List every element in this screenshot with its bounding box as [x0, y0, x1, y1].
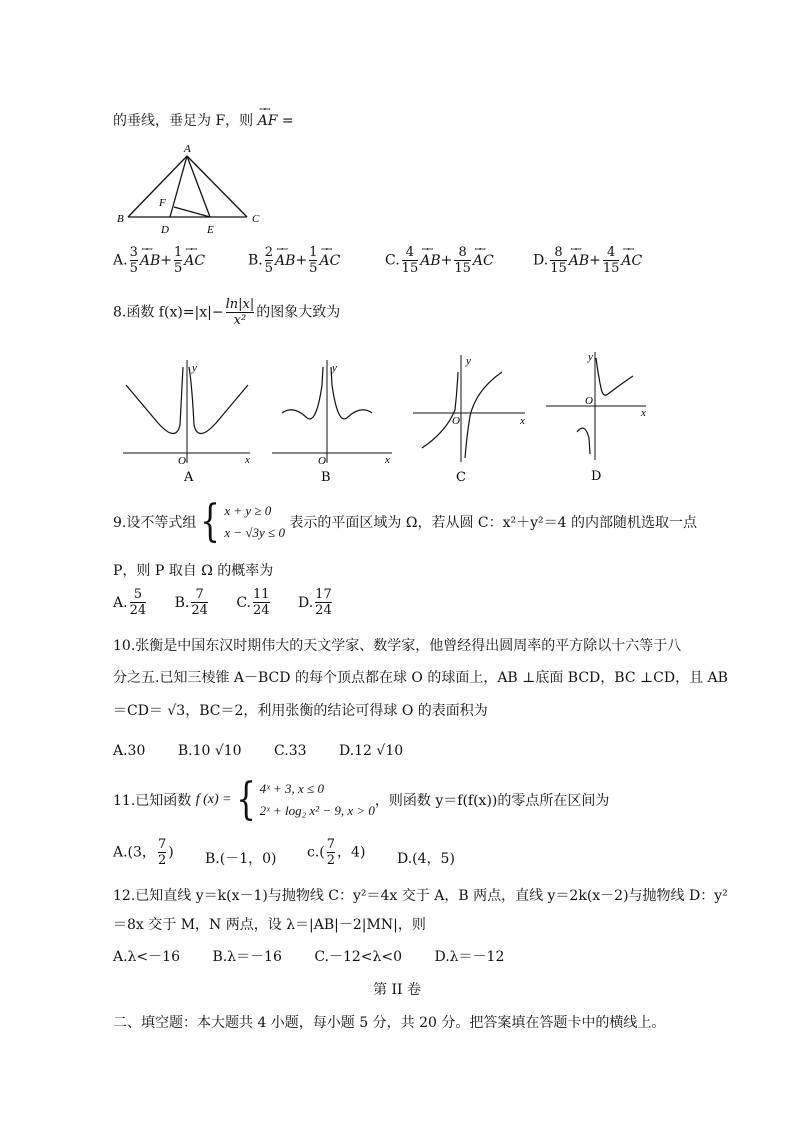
q8-graph-b[interactable]: [268, 355, 398, 485]
q12-option-a[interactable]: A.λ<－16: [113, 949, 180, 965]
graph-letter: C: [456, 470, 466, 485]
q12-option-c[interactable]: C.－12<λ<0: [314, 949, 403, 965]
q7-option-b[interactable]: B. $\frac{2}{5}$ ꟷꟷ AB+ $\frac{1}{5}$ ꟷꟷ AC: [248, 246, 340, 275]
vec2: ꟷꟷ AC: [621, 253, 642, 269]
q11-option-b[interactable]: B.(－1，0): [205, 851, 277, 867]
q11-stem: [113, 774, 610, 825]
q8-stem: [113, 298, 340, 327]
q12-options: [113, 946, 504, 966]
y-label: y: [466, 355, 471, 367]
q10-option-a[interactable]: A.30: [113, 743, 146, 759]
segment-ac: [187, 156, 247, 217]
q9-prefix: 9.设不等式组: [113, 515, 197, 531]
q10-option-c[interactable]: C.33: [274, 743, 307, 759]
q9-line-b: P，则 P 取自 Ω 的概率为: [113, 563, 274, 579]
label-d: D: [161, 224, 169, 236]
vec2: ꟷꟷ AC: [473, 253, 494, 269]
vec2: ꟷꟷ AC: [184, 253, 205, 269]
graph-letter: B: [321, 470, 331, 485]
x-label: x: [385, 454, 390, 466]
label-c: C: [252, 213, 260, 225]
label-e: E: [207, 224, 214, 236]
q9-suffix: 表示的平面区域为 Ω，若从圆 C：x²＋y²＝4 的内部随机选取一点: [289, 515, 698, 531]
q12-option-d[interactable]: D.λ＝－12: [434, 949, 505, 965]
q9-stem: [113, 496, 698, 547]
q7-vector-af: ꟷꟷ AF: [258, 113, 278, 129]
q11-suffix: ，则函数 y＝f(f(x))的零点所在区间为: [374, 793, 610, 809]
q7-tail-text: 的垂线，垂足为 F，则: [113, 113, 254, 129]
option-letter: B.: [248, 252, 263, 269]
graph-letter: A: [184, 470, 194, 485]
vec2: ꟷꟷ AC: [319, 253, 340, 269]
q8-prefix: 8.函数 f(x)=|x|−: [113, 304, 224, 321]
section-title: 第 II 卷: [373, 982, 421, 998]
label-a: A: [184, 143, 191, 155]
label-f: F: [159, 197, 166, 209]
origin-label: O: [178, 455, 186, 467]
q11-fx: f (x) =: [195, 792, 232, 807]
q8-fraction: $\frac{\ln|x|}{\text{x²}}$: [225, 297, 255, 328]
system-brace: {: [200, 496, 221, 547]
coef1: $\frac{3}{5}$: [129, 245, 138, 276]
q7-option-a[interactable]: A. $\frac{3}{5}$ ꟷꟷ AB+ $\frac{1}{5}$ ꟷꟷ AC: [113, 246, 205, 275]
coef2: $\frac{1}{5}$: [173, 245, 183, 276]
q7-option-c[interactable]: C. $\frac{4}{15}$ ꟷꟷ AB+ $\frac{8}{15}$ ꟷꟷ AC: [385, 246, 494, 275]
q11-option-c[interactable]: c.( $\frac{7}{2}$ ，4): [307, 837, 366, 868]
q7-stem-tail: [113, 110, 294, 130]
q12-line2: ＝8x 交于 M，N 两点，设 λ＝|AB|－2|MN|，则: [113, 917, 426, 933]
q9-option-a[interactable]: A. $\frac{5}{24}$: [113, 587, 147, 618]
q9-option-b[interactable]: B. $\frac{7}{24}$: [174, 587, 208, 618]
segment-ae: [187, 156, 210, 217]
q9-option-c[interactable]: C. $\frac{11}{24}$: [236, 587, 270, 618]
q12-option-b[interactable]: B.λ＝－16: [212, 949, 282, 965]
q7-option-d[interactable]: D. $\frac{8}{15}$ ꟷꟷ AB+ $\frac{4}{15}$ ꟷꟷ AC: [533, 246, 642, 275]
x-label: x: [245, 454, 250, 466]
piecewise-cases: 4ˣ + 3, x ≤ 0 2ˣ + log₂ x² − 9, x > 0: [259, 781, 375, 818]
q8-graph-d[interactable]: [543, 348, 658, 485]
q12-line1: 12.已知直线 y＝k(x－1)与抛物线 C：y²＝4x 交于 A，B 两点，直线 y＝2k(x－2)与抛物线 D：y²: [113, 888, 728, 904]
origin-label: O: [585, 395, 593, 407]
y-label: y: [588, 351, 593, 363]
segment-ef: [174, 207, 210, 217]
origin-label: O: [318, 455, 326, 467]
q8-graph-c[interactable]: [410, 350, 535, 485]
vec1: ꟷꟷ AB: [140, 253, 160, 269]
vec1: ꟷꟷ AB: [569, 253, 589, 269]
q10-line3: ＝CD＝ √3，BC＝2，利用张衡的结论可得球 O 的表面积为: [113, 703, 488, 719]
graph-letter: D: [591, 469, 602, 484]
label-b: B: [117, 213, 124, 225]
q10-line2: 分之五.已知三棱锥 A－BCD 的每个顶点都在球 O 的球面上，AB ⊥底面 BCD，BC ⊥CD，且 AB: [113, 670, 728, 686]
y-label: y: [192, 362, 197, 374]
q9-options: [113, 588, 334, 617]
option-letter: C.: [385, 252, 400, 269]
curve: [422, 372, 502, 458]
option-letter: D.: [533, 252, 549, 269]
q11-prefix: 11.已知函数: [113, 793, 192, 809]
q7-eq: =: [281, 113, 294, 129]
y-label: y: [332, 362, 337, 374]
q8-graph-a[interactable]: [118, 355, 258, 485]
piecewise-brace: {: [235, 774, 256, 825]
q10-options: [113, 743, 403, 759]
q10-line1: 10.张衡是中国东汉时期伟大的天文学家、数学家，他曾经得出圆周率的平方除以十六等于八: [113, 638, 682, 654]
q11-option-a[interactable]: A.(3， $\frac{7}{2}$ ): [113, 837, 174, 868]
option-letter: A.: [113, 252, 128, 269]
q10-option-b[interactable]: B.10 √10: [177, 743, 242, 759]
q11-option-d[interactable]: D.(4，5): [397, 851, 455, 867]
vec1: ꟷꟷ AB: [420, 253, 440, 269]
part2-heading: 二、填空题：本大题共 4 小题，每小题 5 分，共 20 分。把答案填在答题卡中的横线上。: [113, 1015, 666, 1031]
q10-option-d[interactable]: D.12 √10: [338, 743, 404, 759]
x-label: x: [520, 415, 525, 427]
origin-label: O: [452, 415, 460, 427]
q9-option-d[interactable]: D. $\frac{17}{24}$: [297, 587, 332, 618]
q8-suffix: 的图象大致为: [256, 304, 341, 321]
inequality-system: x + y ≥ 0 x − √3y ≤ 0: [224, 503, 285, 540]
q7-triangle-figure: [112, 140, 272, 238]
vec1: ꟷꟷ AB: [275, 253, 295, 269]
x-label: x: [641, 407, 646, 419]
